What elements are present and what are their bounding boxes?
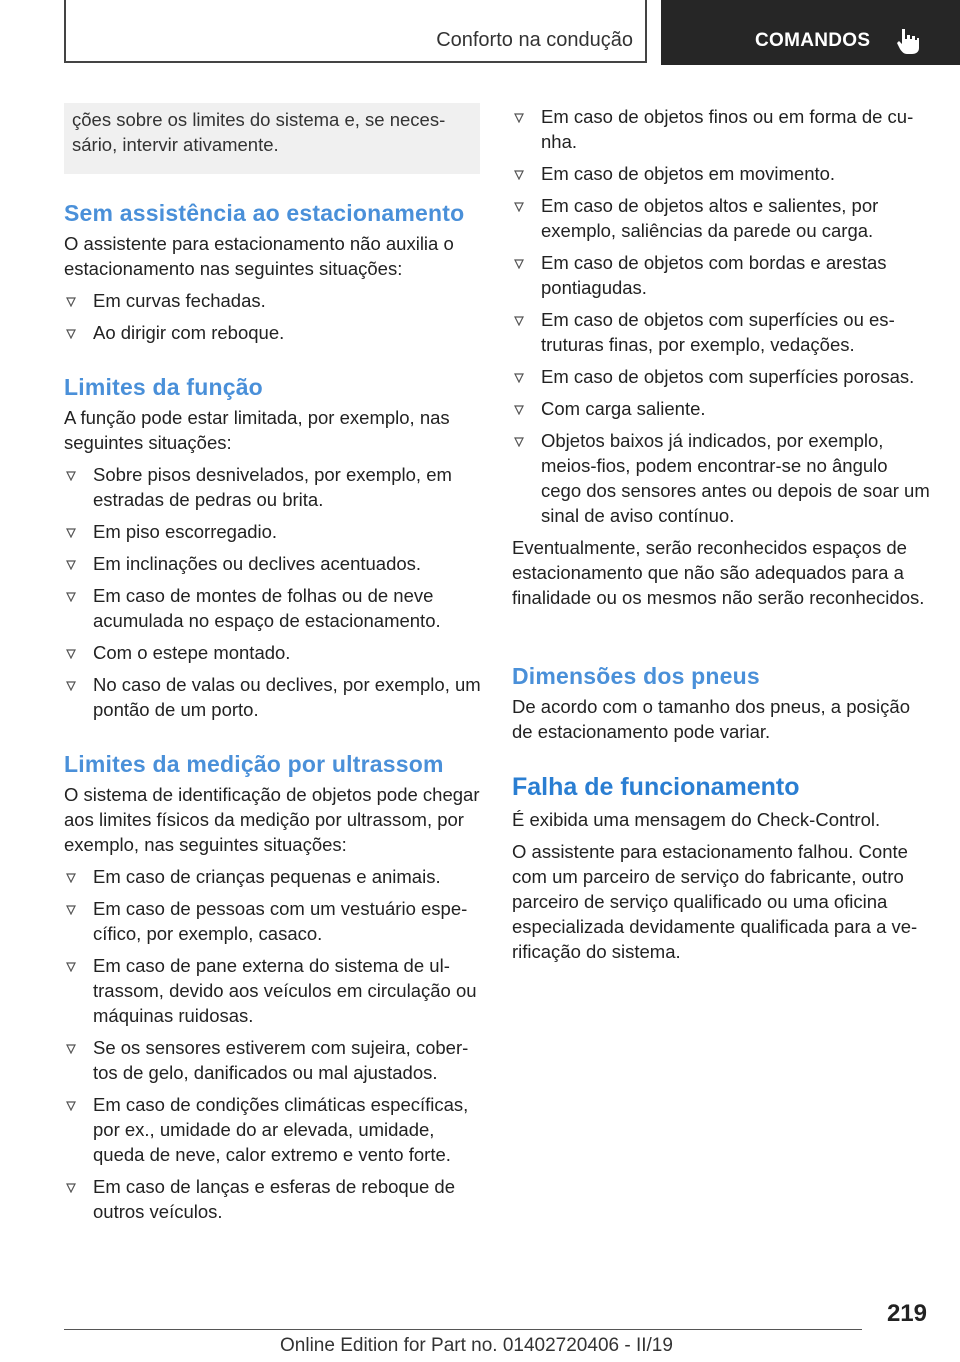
header-chapter-tab[interactable] [661,0,960,65]
section-intro: O assistente para estacionamento não auxilia o estacionamento nas seguintes situações: [64,233,454,279]
triangle-bullet-icon [514,113,524,123]
list-item: Se os sensores estiverem com sujeira, cobertos de gelo, danificados ou mal ajustados. [64,1035,484,1085]
triangle-bullet-icon [514,373,524,383]
list-item: Em caso de objetos em movimento. [512,161,932,186]
list-item: Em inclinações ou declives acentuados. [64,551,484,576]
section-title: Falha de funcionamento [512,773,800,801]
list-item: Em caso de montes de folhas ou de neve acumulada no espaço de estacionamento. [64,583,484,633]
section-malfunction [512,771,932,964]
page-number: 219 [886,1300,927,1327]
list-item: Objetos baixos já indicados, por exemplo, meios-fios, podem encontrar-se no ângulo cego dos sensores antes ou depois de soar um sinal de aviso contínuo. [512,428,932,528]
section-ultrasound-limits [64,749,484,1231]
triangle-bullet-icon [66,1101,76,1111]
triangle-bullet-icon [66,471,76,481]
triangle-bullet-icon [66,1183,76,1193]
section-function-limits [64,372,484,729]
triangle-bullet-icon [66,873,76,883]
bullet-list [64,288,484,345]
paragraph: Eventualmente, serão reconhecidos espaços de estacionamento que não são adequados para a finalidade ou os mesmos não serão reconhecidos. [512,537,925,608]
list-item: No caso de valas ou declives, por exemplo, um pontão de um porto. [64,672,484,722]
section-title: Limites da medição por ultrassom [64,751,444,777]
list-item: Em caso de pessoas com um vestuário específico, por exemplo, casaco. [64,896,484,946]
bullet-list [64,462,484,722]
header-section-box [64,0,647,63]
section-no-assistance [64,198,484,352]
triangle-bullet-icon [66,962,76,972]
triangle-bullet-icon [66,649,76,659]
section-title: Sem assistência ao estacionamento [64,200,465,226]
paragraph: É exibida uma mensagem do Check-Control. [512,809,881,830]
list-item: Em caso de objetos altos e salientes, por exemplo, saliências da parede ou carga. [512,193,932,243]
list-item: Em caso de objetos finos ou em forma de cunha. [512,104,932,154]
list-item: Em caso de lanças e esferas de reboque de outros veículos. [64,1174,484,1224]
list-item: Sobre pisos desnivelados, por exemplo, em estradas de pedras ou brita. [64,462,484,512]
footer-edition: Online Edition for Part no. 01402720406 - II/19 [280,1335,673,1356]
list-item: Em caso de pane externa do sistema de ultrassom, devido aos veículos em circulação ou máquinas ruidosas. [64,953,484,1028]
section-intro: A função pode estar limitada, por exemplo, nas seguintes situações: [64,407,450,453]
list-item: Em caso de condições climáticas específicas, por ex., umidade do ar elevada, umidade, queda de neve, calor extremo e vento forte. [64,1092,484,1167]
header-section-title: Conforto na condução [436,29,633,51]
triangle-bullet-icon [66,528,76,538]
triangle-bullet-icon [514,202,524,212]
list-item: Em caso de objetos com bordas e arestas pontiagudas. [512,250,932,300]
triangle-bullet-icon [66,592,76,602]
triangle-bullet-icon [66,1044,76,1054]
triangle-bullet-icon [66,905,76,915]
hand-pointer-icon [895,27,921,55]
section-intro: O sistema de identificação de objetos pode chegar aos limites físicos da medição por ultrassom, por exemplo, nas seguintes situações: [64,784,480,855]
list-item: Em caso de crianças pequenas e animais. [64,864,484,889]
triangle-bullet-icon [514,316,524,326]
bullet-list [512,104,932,528]
list-item: Ao dirigir com reboque. [64,320,484,345]
paragraph: O assistente para estacionamento falhou. Conte com um parceiro de serviço do fabricante, outro parceiro de serviço qualificado ou uma oficina especializada devidamente qualificada para a verificação do sistema. [512,841,918,962]
paragraph: De acordo com o tamanho dos pneus, a posição de estacionamento pode variar. [512,696,910,742]
list-item: Com o estepe montado. [64,640,484,665]
triangle-bullet-icon [514,437,524,447]
triangle-bullet-icon [514,259,524,269]
triangle-bullet-icon [66,329,76,339]
list-item: Em caso de objetos com superfícies ou estruturas finas, por exemplo, vedações. [512,307,932,357]
bullet-list [64,864,484,1224]
list-item: Em caso de objetos com superfícies porosas. [512,364,932,389]
section-title: Dimensões dos pneus [512,663,760,689]
note-text: ções sobre os limites do sistema e, se necessário, intervir ativamente. [72,109,446,155]
triangle-bullet-icon [514,405,524,415]
ultrasound-limits-continued [512,104,932,610]
triangle-bullet-icon [66,560,76,570]
note-box [64,103,480,174]
section-title: Limites da função [64,374,263,400]
list-item: Em piso escorregadio. [64,519,484,544]
triangle-bullet-icon [514,170,524,180]
header-chapter-title: COMANDOS [755,30,871,51]
triangle-bullet-icon [66,681,76,691]
section-tire-dimensions [512,661,932,744]
triangle-bullet-icon [66,297,76,307]
list-item: Com carga saliente. [512,396,932,421]
footer-divider [64,1329,862,1330]
list-item: Em curvas fechadas. [64,288,484,313]
